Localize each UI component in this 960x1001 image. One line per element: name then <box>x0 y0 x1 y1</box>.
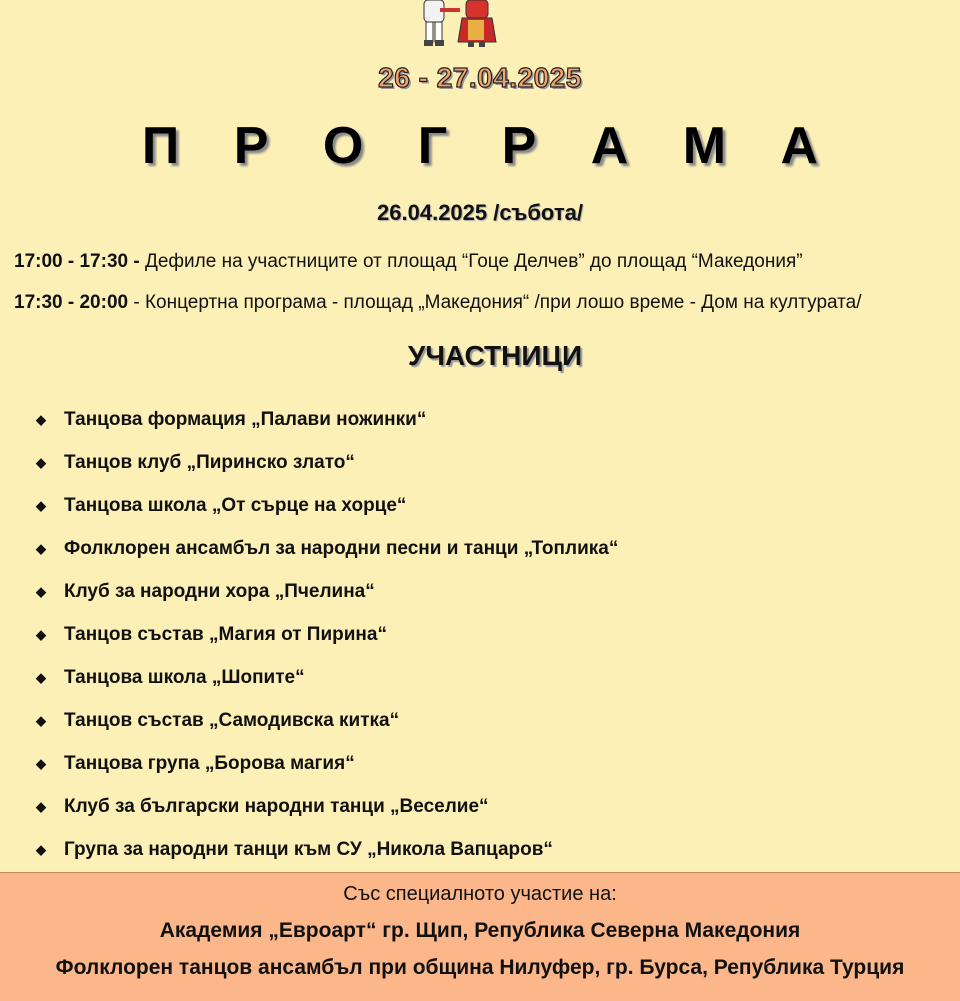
schedule-text: - Концертна програма - площад „Македония“ /при лошо време - Дом на културата/ <box>128 292 862 313</box>
diamond-bullet-icon: ◆ <box>36 798 46 814</box>
list-item <box>36 828 618 871</box>
diamond-bullet-icon: ◆ <box>36 540 46 556</box>
diamond-bullet-icon: ◆ <box>36 411 46 427</box>
page-title: П Р О Г Р А М А <box>141 117 839 175</box>
participant-name: Танцова група „Борова магия“ <box>64 752 355 774</box>
participant-name: Танцов състав „Магия от Пирина“ <box>64 623 387 645</box>
list-item <box>36 785 618 828</box>
list-item <box>36 656 618 699</box>
participant-name: Танцова школа „От сърце на хорце“ <box>64 494 407 516</box>
list-item <box>36 527 618 570</box>
list-item <box>36 484 618 527</box>
participant-name: Клуб за народни хора „Пчелина“ <box>64 580 375 602</box>
list-item <box>36 441 618 484</box>
festival-dates: 26 - 27.04.2025 <box>378 62 582 93</box>
participants-list <box>36 398 618 871</box>
diamond-bullet-icon: ◆ <box>36 712 46 728</box>
participant-name: Клуб за български народни танци „Веселие“ <box>64 795 489 817</box>
diamond-bullet-icon: ◆ <box>36 583 46 599</box>
participant-name: Танцова школа „Шопите“ <box>64 666 305 688</box>
list-item <box>36 742 618 785</box>
list-item <box>36 398 618 441</box>
special-guests-panel <box>0 872 960 1001</box>
participant-name: Фолклорен ансамбъл за народни песни и танци „Топлика“ <box>64 537 619 559</box>
participant-name: Танцов състав „Самодивска китка“ <box>64 709 400 731</box>
schedule-text: Дефиле на участниците от площад “Гоце Делчев” до площад “Македония” <box>139 251 803 272</box>
list-item <box>36 570 618 613</box>
list-item <box>36 699 618 742</box>
schedule-item <box>14 251 803 273</box>
special-guest: Фолклорен танцов ансамбъл при община Нилуфер, гр. Бурса, Република Турция <box>55 956 905 979</box>
participant-name: Група за народни танци към СУ „Никола Вапцаров“ <box>64 838 553 860</box>
diamond-bullet-icon: ◆ <box>36 497 46 513</box>
participant-name: Танцов клуб „Пиринско злато“ <box>64 451 355 473</box>
schedule-time: 17:00 - 17:30 - <box>14 251 140 272</box>
participants-title: УЧАСТНИЦИ <box>407 340 583 371</box>
day-heading: 26.04.2025 /събота/ <box>377 200 583 225</box>
schedule-time: 17:30 - 20:00 <box>14 292 129 313</box>
schedule-item <box>14 292 862 314</box>
dancing-couple-icon <box>412 0 508 52</box>
diamond-bullet-icon: ◆ <box>36 841 46 857</box>
special-guests-lead: Със специалното участие на: <box>343 883 617 905</box>
participant-name: Танцова формация „Палави ножинки“ <box>64 408 427 430</box>
list-item <box>36 613 618 656</box>
diamond-bullet-icon: ◆ <box>36 626 46 642</box>
diamond-bullet-icon: ◆ <box>36 669 46 685</box>
special-guest: Академия „Евроарт“ гр. Щип, Република Северна Македония <box>159 919 801 942</box>
diamond-bullet-icon: ◆ <box>36 454 46 470</box>
diamond-bullet-icon: ◆ <box>36 755 46 771</box>
